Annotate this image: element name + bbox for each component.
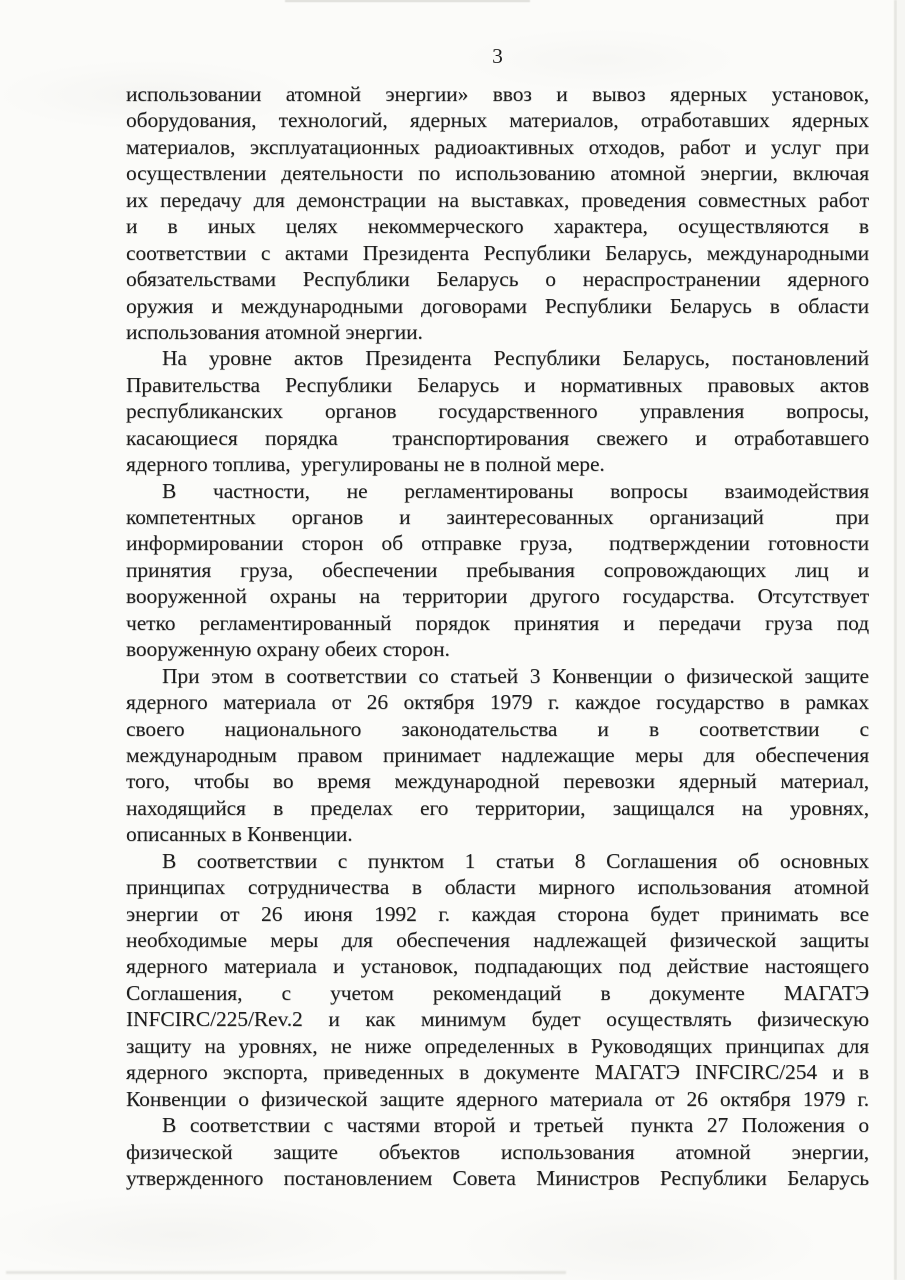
text-line: описанных в Конвенции. [126, 822, 353, 847]
paragraph [126, 1112, 869, 1191]
paragraph [126, 345, 869, 477]
text-line: В соответствии с пунктом 1 статьи 8 Соглашения об основных [162, 848, 869, 873]
text-line: материалов, эксплуатационных радиоактивных отходов, работ и услуг при [126, 134, 869, 159]
scan-edge-margin [897, 0, 905, 1280]
text-line: ядерного топлива, урегулированы не в полной мере. [126, 452, 605, 477]
text-line: ядерного материала и установок, подпадающих под действие настоящего [126, 954, 869, 979]
text-line: принципах сотрудничества в области мирного использования атомной [126, 875, 869, 900]
text-line: утвержденного постановлением Совета Министров Республики Беларусь [126, 1165, 869, 1190]
text-line: находящийся в пределах его территории, защищался на уровнях, [126, 795, 869, 820]
text-line: международным правом принимает надлежащие меры для обеспечения [126, 742, 869, 767]
text-line: защиту на уровнях, не ниже определенных в Руководящих принципах для [126, 1033, 869, 1058]
text-line: оружия и международными договорами Республики Беларусь в области [126, 293, 869, 318]
text-line: ядерного экспорта, приведенных в документе МАГАТЭ INFCIRC/254 и в [126, 1060, 869, 1085]
text-line: При этом в соответствии со статьей 3 Конвенции о физической защите [162, 663, 869, 688]
text-line: В соответствии с частями второй и третьей пункта 27 Положения о [162, 1113, 869, 1138]
text-line: физической защите объектов использования атомной энергии, [126, 1139, 869, 1164]
text-line: их передачу для демонстрации на выставках, проведения совместных работ [126, 187, 869, 212]
text-line: четко регламентированный порядок принятия и передачи груза под [126, 610, 869, 635]
text-line: осуществлении деятельности по использованию атомной энергии, включая [126, 161, 869, 186]
text-line: Конвенции о физической защите ядерного материала от 26 октября 1979 г. [126, 1086, 869, 1111]
text-line: республиканских органов государственного управления вопросы, [126, 399, 869, 424]
text-line: необходимые меры для обеспечения надлежащей физической защиты [126, 928, 869, 952]
text-line: информировании сторон об отправке груза, подтверждении готовности [126, 531, 869, 556]
text-line: INFCIRC/225/Rev.2 и как минимум будет осуществлять физическую [126, 1007, 869, 1032]
text-line: энергии от 26 июня 1992 г. каждая сторона будет принимать все [126, 901, 869, 926]
text-line: и в иных целях некоммерческого характера, осуществляются в [126, 214, 869, 239]
text-line: вооруженной охраны на территории другого государства. Отсутствует [126, 584, 869, 609]
text-line: На уровне актов Президента Республики Беларусь, постановлений [162, 346, 869, 371]
text-line: Соглашения, с учетом рекомендаций в документе МАГАТЭ [126, 980, 869, 1005]
scan-artifact-bottom [6, 1271, 566, 1274]
text-line: компетентных органов и заинтересованных организаций при [126, 505, 869, 529]
text-line: соответствии с актами Президента Республики Беларусь, международными [126, 240, 869, 265]
page-number: 3 [492, 44, 503, 68]
text-line: касающиеся порядка транспортирования свежего и отработавшего [126, 425, 869, 450]
document-body [126, 81, 869, 1191]
text-line: использования атомной энергии. [126, 319, 423, 344]
text-line: использовании атомной энергии» ввоз и вывоз ядерных установок, [126, 82, 869, 106]
paragraph [126, 848, 869, 1112]
text-line: Правительства Республики Беларусь и нормативных правовых актов [126, 372, 869, 397]
text-line: обязательствами Республики Беларусь о нераспространении ядерного [126, 267, 869, 292]
text-line: В частности, не регламентированы вопросы взаимодействия [162, 478, 869, 503]
text-line: оборудования, технологий, ядерных материалов, отработавших ядерных [126, 108, 869, 133]
scan-artifact-top [285, 0, 530, 2]
text-line: ядерного материала от 26 октября 1979 г. каждое государство в рамках [126, 690, 869, 715]
text-line: принятия груза, обеспечении пребывания сопровождающих лиц и [126, 557, 869, 582]
text-line: своего национального законодательства и в соответствии с [126, 716, 869, 741]
paragraph [126, 81, 869, 345]
paragraph [126, 663, 869, 848]
text-line: того, чтобы во время международной перевозки ядерный материал, [126, 769, 869, 794]
text-line: вооруженную охрану обеих сторон. [126, 637, 450, 662]
paragraph [126, 478, 869, 663]
